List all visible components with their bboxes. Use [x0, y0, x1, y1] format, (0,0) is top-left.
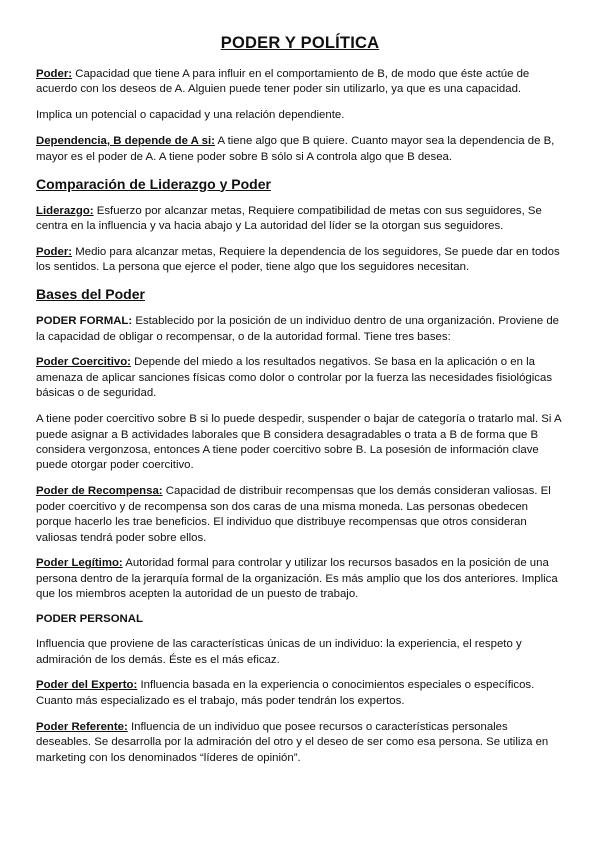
paragraph-text: Influencia de un individuo que posee recursos o características personales deseables. Se desarrolla por la admiración del otro y el deseo de ser como esa persona. Se utiliza en marketing con los denominados “líderes de opinión”.: [36, 720, 549, 764]
paragraph-text: Establecido por la posición de un individuo dentro de una organización. Proviene de la capacidad de obligar o recompensar, o de la autoridad formal. Tiene tres bases:: [36, 315, 559, 343]
term-poder-referente: Poder Referente:: [36, 720, 128, 733]
paragraph-text: Capacidad que tiene A para influir en el comportamiento de B, de modo que éste actúe de acuerdo con los deseos de A. Alguien puede tener poder sin utilizarlo, ya que es una capacidad.: [36, 68, 530, 96]
paragraph-text: Influencia basada en la experiencia o conocimientos especiales o específicos. Cuanto más especializado es el trabajo, más poder tendrán los expertos.: [36, 679, 535, 707]
document-page: [36, 34, 564, 777]
paragraph-text: Depende del miedo a los resultados negativos. Se basa en la aplicación o en la amenaza de aplicar sanciones físicas como dolor o controlar por la fuerza las necesidades fisiológicas básicas o de seguridad.: [36, 356, 553, 400]
paragraph-liderazgo: [36, 204, 564, 235]
paragraph-text: Esfuerzo por alcanzar metas, Requiere compatibilidad de metas con sus seguidores, Se centra en la influencia y va hacia abajo y La autoridad del líder se la otorgan sus seguidores.: [36, 204, 542, 232]
paragraph-text: Medio para alcanzar metas, Requiere la dependencia de los seguidores, Se puede dar en todos los sentidos. La persona que ejerce el poder, tiene algo que los seguidores necesitan.: [36, 245, 560, 274]
paragraph-poder-experto: [36, 678, 564, 709]
paragraph-poder-legitimo: [36, 556, 564, 602]
term-poder-legitimo: Poder Legítimo:: [36, 557, 123, 570]
heading-bases: Bases del Poder: [36, 286, 145, 303]
paragraph-text: Capacidad de distribuir recompensas que los demás consideran valiosas. El poder coercitivo y de recompensa son dos caras de una misma moneda. Las personas obedecen porque hacerlo les trae beneficios. El individuo que distribuye recompensas que otros consideran valiosas tendrá poder sobre ellos.: [36, 485, 551, 544]
paragraph-poder: [36, 67, 564, 98]
paragraph-implica: Implica un potencial o capacidad y una relación dependiente.: [36, 109, 345, 122]
term-poder-coercitivo: Poder Coercitivo:: [36, 356, 131, 369]
heading-poder-personal: PODER PERSONAL: [36, 613, 143, 626]
paragraph-poder-comparacion: [36, 245, 564, 276]
term-poder-experto: Poder del Experto:: [36, 679, 138, 692]
heading-comparacion: Comparación de Liderazgo y Poder: [36, 175, 271, 192]
paragraph-text: A tiene algo que B quiere. Cuanto mayor sea la dependencia de B, mayor es el poder de A. A tiene poder sobre B sólo si A controla algo que B desea.: [36, 135, 555, 163]
paragraph-coercitivo-ejemplo: A tiene poder coercitivo sobre B si lo puede despedir, suspender o bajar de categoría o tratarlo mal. Si A puede asignar a B actividades laborales que B considera desagradables o trata a B de forma que B considera vergonzosa, entonces A tiene poder coercitivo sobre B. La posesión de información clave puede otorgar poder coercitivo.: [36, 413, 561, 472]
paragraph-poder-coercitivo: [36, 355, 564, 401]
term-poder-comparacion: Poder:: [36, 245, 73, 258]
paragraph-dependencia: [36, 134, 564, 165]
term-dependencia: Dependencia, B depende de A si:: [36, 135, 215, 148]
term-liderazgo: Liderazgo:: [36, 204, 94, 217]
paragraph-personal: Influencia que proviene de las características únicas de un individuo: la experiencia, el respeto y admiración de los demás. Éste es el más eficaz.: [36, 638, 522, 666]
document-title: PODER Y POLÍTICA: [220, 34, 380, 52]
paragraph-poder-recompensa: [36, 484, 564, 546]
term-poder-formal: PODER FORMAL:: [36, 315, 133, 328]
term-poder: Poder:: [36, 68, 73, 80]
paragraph-poder-formal: [36, 314, 564, 345]
paragraph-text: Autoridad formal para controlar y utilizar los recursos basados en la posición de una persona dentro de la jerarquía formal de la organización. Es más amplio que los dos anteriores. Implica que los miembros acepten la autoridad de un puesto de trabajo.: [36, 557, 558, 601]
paragraph-poder-referente: [36, 720, 564, 766]
term-poder-recompensa: Poder de Recompensa:: [36, 485, 163, 498]
